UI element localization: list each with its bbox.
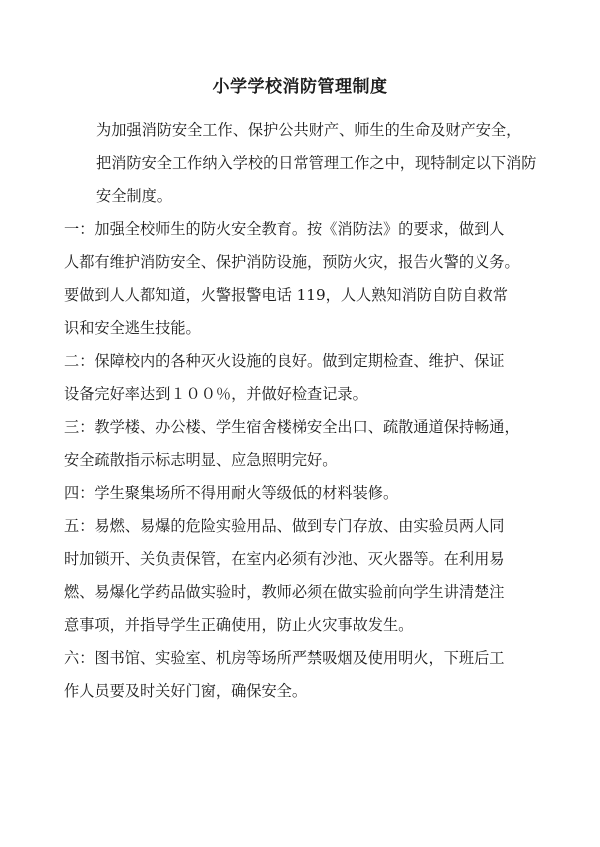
text-line: 三：教学楼、办公楼、学生宿舍楼梯安全出口、疏散通道保持畅通， (64, 418, 520, 436)
text-line: 时加锁开、关负责保管，在室内必须有沙池、灭火器等。在利用易 (64, 550, 505, 568)
text-line: 四：学生聚集场所不得用耐火等级低的材料装修。 (64, 484, 399, 502)
text-line: 把消防安全工作纳入学校的日常管理工作之中，现特制定以下消防 (96, 154, 537, 172)
rule-item-3 (64, 411, 548, 477)
text-line: 要做到人人都知道，火警报警电话 119，人人熟知消防自防自救常 (64, 286, 508, 304)
text-line: 识和安全逃生技能。 (64, 319, 201, 337)
document-title: 小学学校消防管理制度 (212, 77, 388, 97)
rule-item-4 (64, 477, 548, 510)
text-line: 设备完好率达到１００％，并做好检查记录。 (64, 385, 368, 403)
rule-item-2 (64, 345, 548, 411)
text-line: 燃、易爆化学药品做实验时，教师必须在做实验前向学生讲清楚注 (64, 583, 505, 601)
text-line: 意事项，并指导学生正确使用，防止火灾事故发生。 (64, 616, 414, 634)
text-line: 一：加强全校师生的防火安全教育。按《消防法》的要求，做到人 (64, 220, 505, 238)
text-line: 为加强消防安全工作、保护公共财产、师生的生命及财产安全， (96, 121, 522, 139)
text-line: 二：保障校内的各种灭火设施的良好。做到定期检查、维护、保证 (64, 352, 505, 370)
rule-item-1 (64, 213, 548, 345)
text-line: 六：图书馆、实验室、机房等场所严禁吸烟及使用明火，下班后工 (64, 649, 505, 667)
rule-item-6 (64, 642, 548, 708)
text-line: 作人员要及时关好门窗，确保安全。 (64, 682, 307, 700)
intro-paragraph (64, 114, 548, 213)
text-line: 安全疏散指示标志明显、应急照明完好。 (64, 451, 338, 469)
rule-item-5 (64, 510, 548, 642)
document-body (64, 114, 548, 708)
text-line: 安全制度。 (96, 187, 172, 205)
text-line: 人都有维护消防安全、保护消防设施，预防火灾，报告火警的义务。 (64, 253, 520, 271)
text-line: 五：易燃、易爆的危险实验用品、做到专门存放、由实验员两人同 (64, 517, 505, 535)
